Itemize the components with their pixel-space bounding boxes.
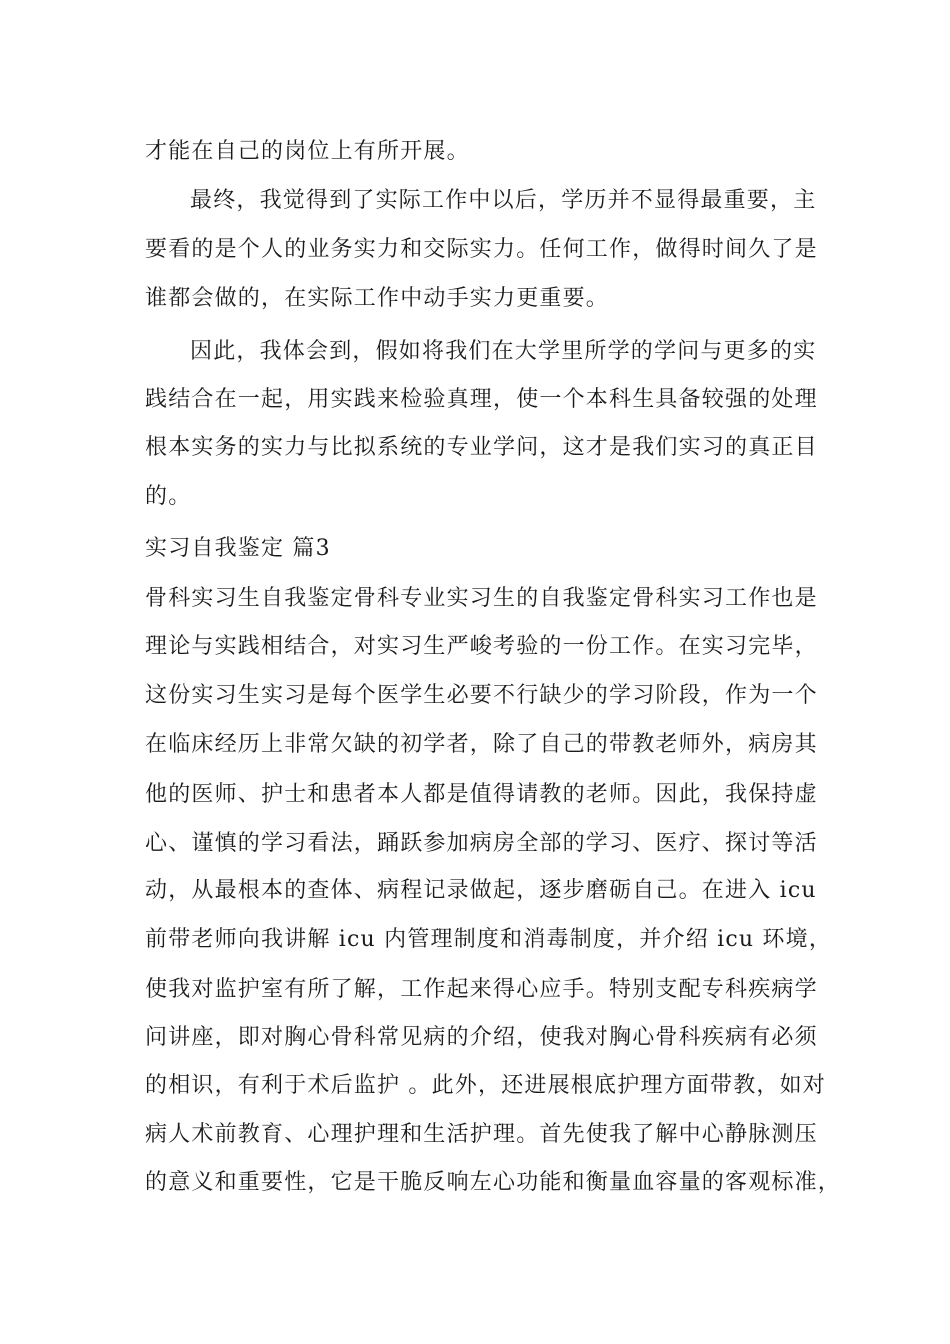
- paragraph-line: 问讲座，即对胸心骨科常见病的介绍，使我对胸心骨科疾病有必须: [145, 1025, 818, 1050]
- paragraph-line: 在临床经历上非常欠缺的初学者，除了自己的带教老师外，病房其: [145, 732, 818, 757]
- paragraph-line: 前带老师向我讲解 icu 内管理制度和消毒制度，并介绍 icu 环境，: [145, 927, 833, 952]
- paragraph-line: 谁都会做的，在实际工作中动手实力更重要。: [145, 286, 610, 311]
- paragraph-line: 的意义和重要性，它是干脆反响左心功能和衡量血容量的客观标准，: [145, 1170, 842, 1195]
- paragraph-line: 心、谨慎的学习看法，踊跃参加病房全部的学习、医疗、探讨等活: [145, 831, 818, 856]
- paragraph-line: 病人术前教育、心理护理和生活护理。首先使我了解中心静脉测压: [145, 1122, 818, 1147]
- paragraph-line: 最终，我觉得到了实际工作中以后，学历并不显得最重要，主: [190, 188, 817, 213]
- paragraph-line: 动，从最根本的查体、病程记录做起，逐步磨砺自己。在进入 icu: [145, 878, 817, 903]
- paragraph-line: 他的医师、护士和患者本人都是值得请教的老师。因此，我保持虚: [145, 782, 818, 807]
- paragraph-line: 理论与实践相结合，对实习生严峻考验的一份工作。在实习完毕，: [145, 634, 818, 659]
- paragraph-line: 要看的是个人的业务实力和交际实力。任何工作，做得时间久了是: [145, 237, 818, 262]
- paragraph-line: 践结合在一起，用实践来检验真理，使一个本科生具备较强的处理: [145, 387, 818, 412]
- paragraph-line: 骨科实习生自我鉴定骨科专业实习生的自我鉴定骨科实习工作也是: [145, 586, 818, 611]
- paragraph-line: 因此，我体会到，假如将我们在大学里所学的学问与更多的实: [190, 339, 817, 364]
- paragraph-line: 的相识，有利于术后监护 。此外，还进展根底护理方面带教，如对: [145, 1073, 826, 1098]
- section-heading: 实习自我鉴定 篇3: [145, 536, 331, 561]
- paragraph-line: 这份实习生实习是每个医学生必要不行缺少的学习阶段，作为一个: [145, 683, 818, 708]
- paragraph-line: 才能在自己的岗位上有所开展。: [145, 139, 470, 164]
- paragraph-line: 使我对监护室有所了解，工作起来得心应手。特别支配专科疾病学: [145, 977, 818, 1002]
- paragraph-line: 的。: [145, 484, 192, 509]
- paragraph-line: 根本实务的实力与比拟系统的专业学问，这才是我们实习的真正目: [145, 435, 818, 460]
